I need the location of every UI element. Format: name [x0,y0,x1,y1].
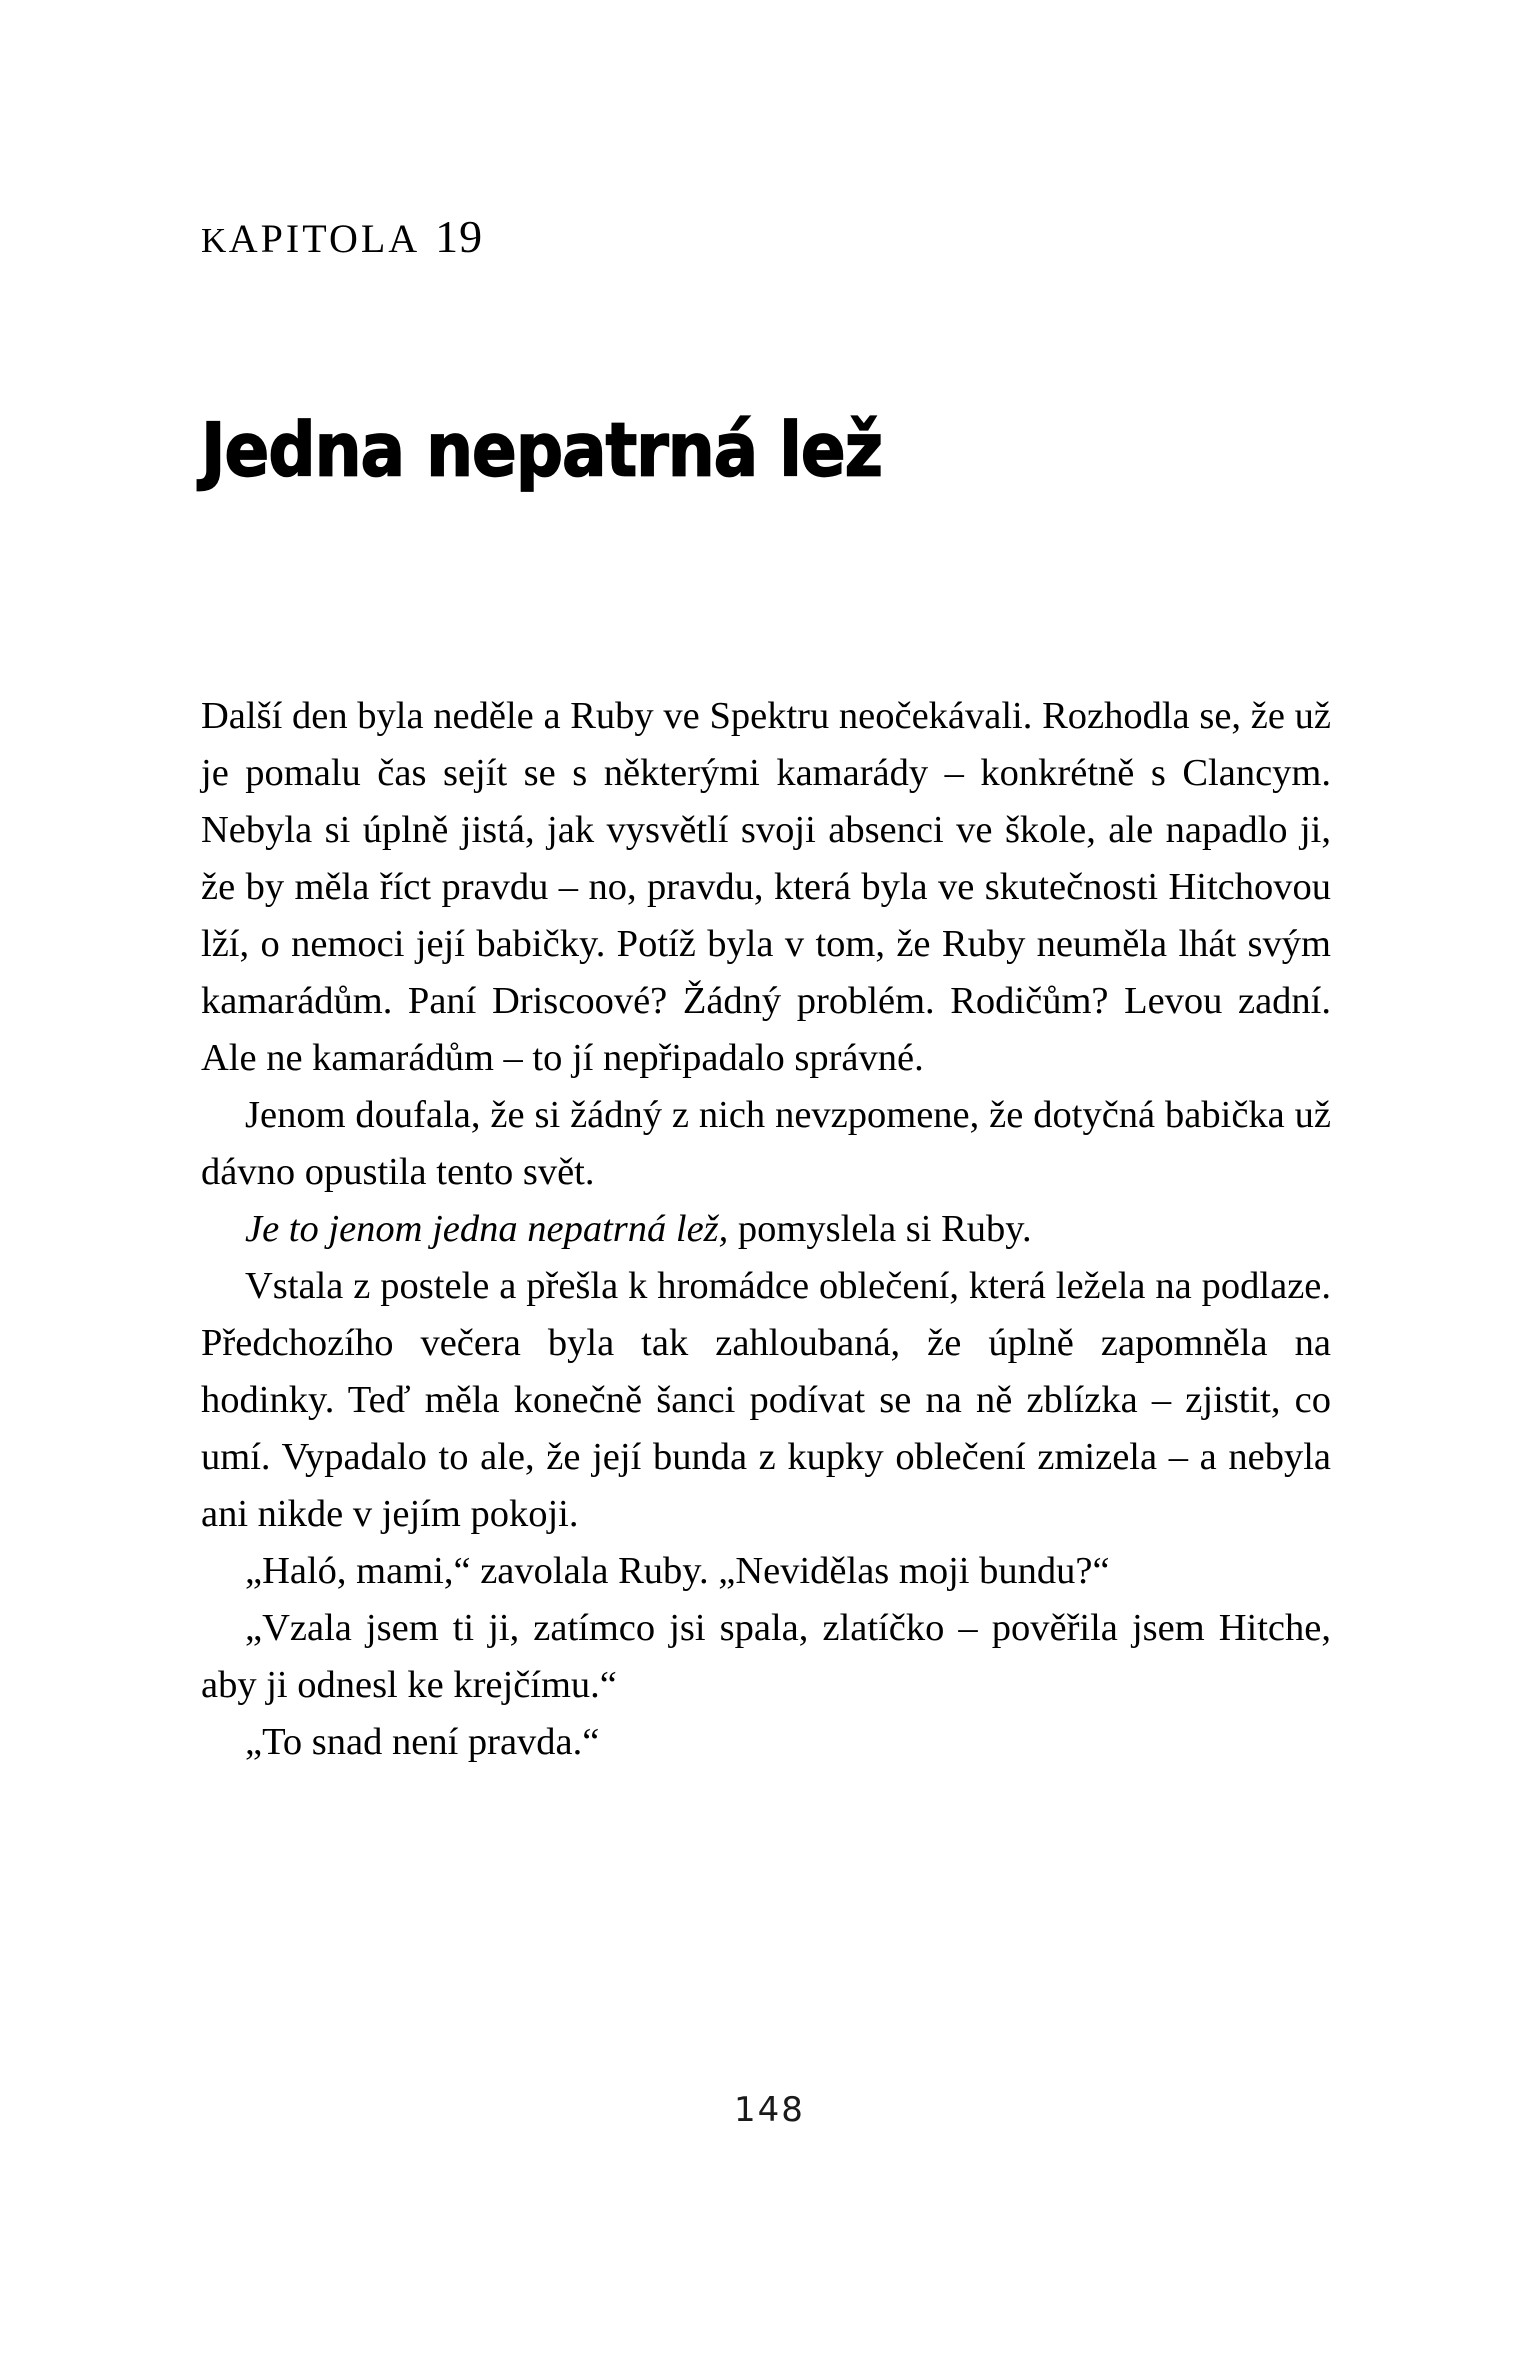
chapter-label [201,207,1331,263]
body-text [201,688,1331,1771]
page-number: 148 [734,2090,805,2130]
paragraph: „Haló, mami,“ zavolala Ruby. „Nevidělas moji bundu?“ [245,1550,1110,1592]
paragraph-with-italic [201,1201,1331,1258]
paragraph-rest: pomyslela si Ruby. [728,1208,1032,1250]
paragraph: „To snad není pravda.“ [245,1721,600,1763]
page-content [201,0,1331,1771]
paragraph: Další den byla neděle a Ruby ve Spektru neočekávali. Rozhodla se, že už je pomalu čas sejít se s některými kamarády – konkrétně s Clancym. Nebyla si úplně jistá, jak vysvětlí svoji absenci ve škole, ale napadlo ji, že by měla říct pravdu – no, pravdu, která byla ve skutečnosti Hitchovou lží, o nemoci její babičky. Potíž byla v tom, že Ruby neuměla lhát svým kamarádům. Paní Driscoové? Žádný problém. Rodičům? Levou zadní. Ale ne kamarádům – to jí nepřipadalo správné. [201,695,1331,1079]
chapter-title: Jedna nepatrná lež [201,407,882,494]
italic-phrase: Je to jenom jedna nepatrná lež, [245,1208,729,1250]
chapter-label-word: APITOLA [228,216,421,261]
chapter-label-initial: k [201,207,229,263]
chapter-number: 19 [435,211,484,262]
paragraph: „Vzala jsem ti ji, zatímco jsi spala, zlatíčko – pověřila jsem Hitche, aby ji odnesl ke krejčímu.“ [201,1607,1331,1706]
paragraph: Jenom doufala, že si žádný z nich nevzpomene, že dotyčná babička už dávno opustila tento svět. [201,1094,1331,1193]
paragraph: Vstala z postele a přešla k hromádce oblečení, která ležela na podlaze. Předchozího večera byla tak zahloubaná, že úplně zapomněla na hodinky. Teď měla konečně šanci podívat se na ně zblízka – zjistit, co umí. Vypadalo to ale, že její bunda z kupky oblečení zmizela – a nebyla ani nikde v jejím pokoji. [201,1265,1331,1535]
